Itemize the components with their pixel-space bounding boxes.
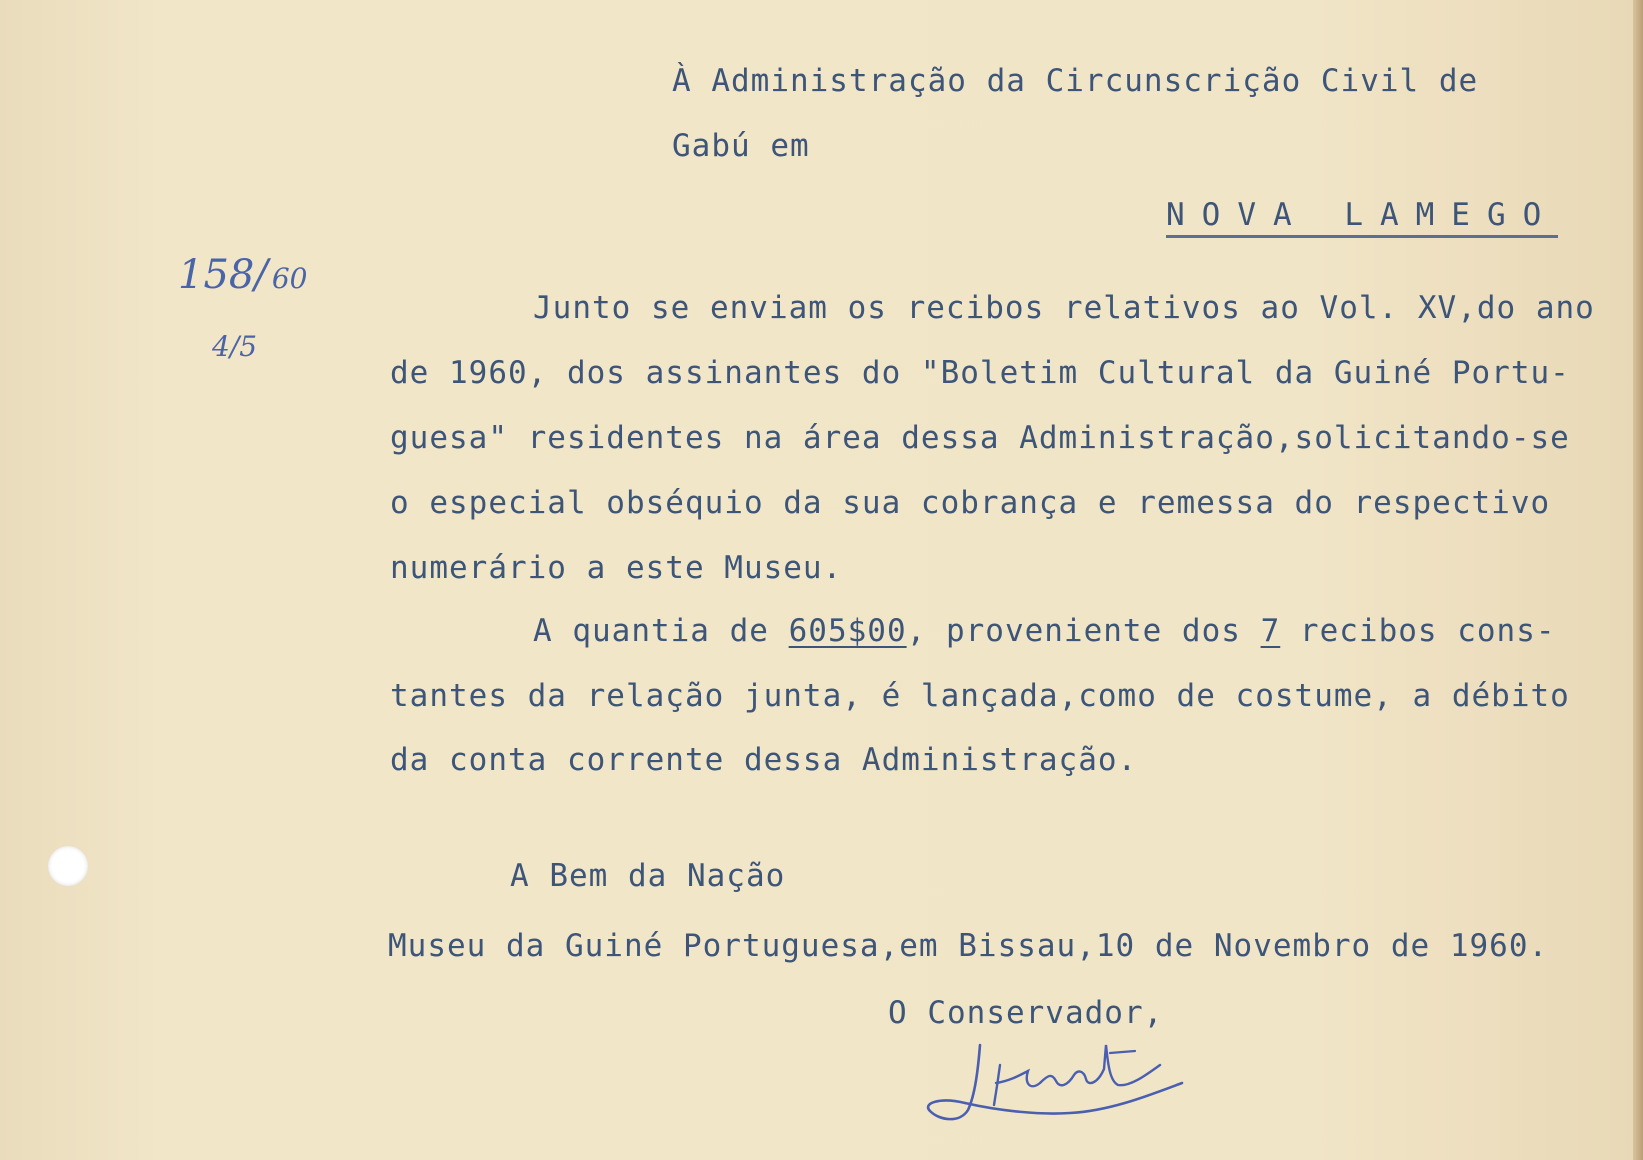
punch-hole xyxy=(48,846,88,886)
reference-number: 158 xyxy=(178,252,255,298)
paragraph1-line-5: numerário a este Museu. xyxy=(390,550,843,586)
reference-year: 60 xyxy=(271,262,308,295)
paper-edge xyxy=(1633,0,1643,1160)
paragraph2-line-3: da conta corrente dessa Administração. xyxy=(390,742,1138,778)
amount: 605$00 xyxy=(788,613,907,649)
margin-date: 4/5 xyxy=(212,330,258,363)
paragraph2-post: recibos cons- xyxy=(1299,613,1556,649)
closing-salutation: A Bem da Nação xyxy=(510,858,786,894)
paragraph2-line-1 xyxy=(533,613,1556,649)
signature xyxy=(920,1025,1200,1135)
address-line-2: Gabú em xyxy=(672,128,810,164)
receipt-count: 7 xyxy=(1260,613,1281,649)
paragraph1-line-1: Junto se enviam os recibos relativos ao Vol. XV,do ano xyxy=(533,290,1595,326)
paragraph2-pre: A quantia de xyxy=(533,613,769,649)
signature-title: O Conservador, xyxy=(888,995,1164,1031)
address-line-1: À Administração da Circunscrição Civil de xyxy=(672,63,1479,99)
paragraph2-line-2: tantes da relação junta, é lançada,como de costume, a débito xyxy=(390,678,1570,714)
place-and-date: Museu da Guiné Portuguesa,em Bissau,10 de Novembro de 1960. xyxy=(388,928,1549,964)
paragraph1-line-2: de 1960, dos assinantes do "Boletim Cultural da Guiné Portu- xyxy=(390,355,1570,391)
paragraph1-line-3: guesa" residentes na área dessa Administração,solicitando-se xyxy=(390,420,1570,456)
destination-heading: NOVA LAMEGO xyxy=(1166,197,1558,238)
margin-reference-number: 158/ 60 xyxy=(178,252,308,298)
paragraph1-line-4: o especial obséquio da sua cobrança e remessa do respectivo xyxy=(390,485,1551,521)
paragraph2-mid: , proveniente dos xyxy=(906,613,1241,649)
